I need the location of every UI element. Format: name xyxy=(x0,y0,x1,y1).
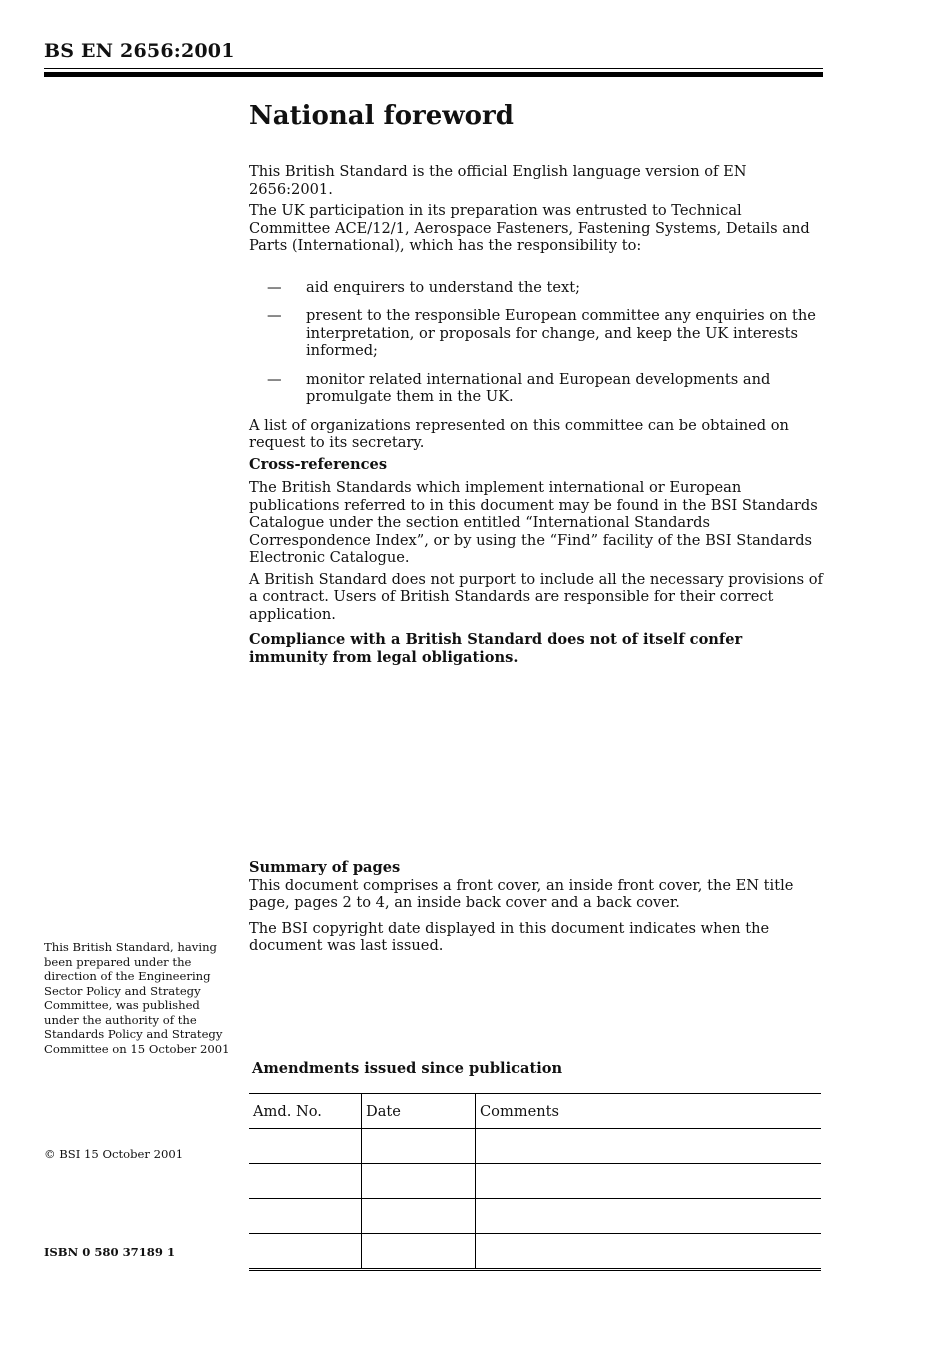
paragraph-summary-contents: This document comprises a front cover, an inside front cover, the EN title page, pages 2 to 4, an inside back cover and a back cover. xyxy=(249,876,794,911)
list-item xyxy=(249,307,825,360)
table-cell xyxy=(362,1164,476,1199)
table-row xyxy=(249,1199,821,1234)
table-cell xyxy=(249,1129,362,1164)
paragraph-committee-list: A list of organizations represented on this committee can be obtained on request to its secretary. xyxy=(249,416,789,451)
header-rule-thick xyxy=(44,72,823,77)
header-rule-thin xyxy=(44,68,823,69)
table-row xyxy=(249,1164,821,1199)
column-header-comments: Comments xyxy=(476,1094,822,1129)
table-header-row xyxy=(249,1094,821,1129)
publication-sidenote: This British Standard, having been prepared under the direction of the Engineering Sector Policy and Strategy Committee, was published under the authority of the Standards Policy and Strategy Committee on 15 October 2001 xyxy=(44,940,230,1056)
table-row xyxy=(249,1129,821,1164)
list-item-text: monitor related international and European developments and promulgate them in the UK. xyxy=(306,370,771,405)
cross-references-heading: Cross-references xyxy=(249,455,388,473)
table-row xyxy=(249,1234,821,1270)
table-cell xyxy=(476,1199,822,1234)
list-item-text: present to the responsible European committee any enquiries on the interpretation, or proposals for change, and keep the UK interests informed; xyxy=(306,307,816,359)
table-cell xyxy=(249,1199,362,1234)
paragraph-contract-provisions: A British Standard does not purport to include all the necessary provisions of a contract. Users of British Standards are responsible for their correct application. xyxy=(249,570,823,623)
list-item-text: aid enquirers to understand the text; xyxy=(306,278,581,296)
table-cell xyxy=(476,1129,822,1164)
table-cell xyxy=(362,1199,476,1234)
paragraph-compliance: Compliance with a British Standard does not of itself confer immunity from legal obligations. xyxy=(249,631,743,666)
list-item xyxy=(249,279,825,297)
document-code: BS EN 2656:2001 xyxy=(44,40,235,62)
table-cell xyxy=(249,1234,362,1270)
paragraph-cross-references: The British Standards which implement international or European publications referred to in this document may be found in the BSI Standards Catalogue under the section entitled “International Standards Correspondence Index”, or by using the “Find” facility of the BSI Standards Electronic Catalogue. xyxy=(249,479,818,566)
summary-heading: Summary of pages xyxy=(249,859,401,876)
table-cell xyxy=(249,1164,362,1199)
responsibilities-list xyxy=(249,279,825,406)
amendments-title: Amendments issued since publication xyxy=(252,1060,563,1077)
foreword-body xyxy=(249,163,825,674)
page-title: National foreword xyxy=(249,101,514,131)
table-cell xyxy=(362,1234,476,1270)
list-item xyxy=(249,371,825,406)
isbn: ISBN 0 580 37189 1 xyxy=(44,1245,176,1259)
column-header-date: Date xyxy=(362,1094,476,1129)
dash-marker: — xyxy=(267,278,282,296)
paragraph-official-version: This British Standard is the official English language version of EN 2656:2001. xyxy=(249,163,747,198)
copyright-notice: © BSI 15 October 2001 xyxy=(44,1147,184,1161)
table-cell xyxy=(362,1129,476,1164)
table-cell xyxy=(476,1234,822,1270)
dash-marker: — xyxy=(267,370,282,388)
table-cell xyxy=(476,1164,822,1199)
column-header-amd-no: Amd. No. xyxy=(249,1094,362,1129)
summary-of-pages xyxy=(249,859,825,963)
amendments-table xyxy=(249,1093,821,1271)
paragraph-uk-participation: The UK participation in its preparation was entrusted to Technical Committee ACE/12/1, Aerospace Fasteners, Fastening Systems, Details and Parts (International), which has the responsibility to: xyxy=(249,202,810,254)
paragraph-copyright-date: The BSI copyright date displayed in this document indicates when the document was last issued. xyxy=(249,919,770,954)
dash-marker: — xyxy=(267,307,282,324)
